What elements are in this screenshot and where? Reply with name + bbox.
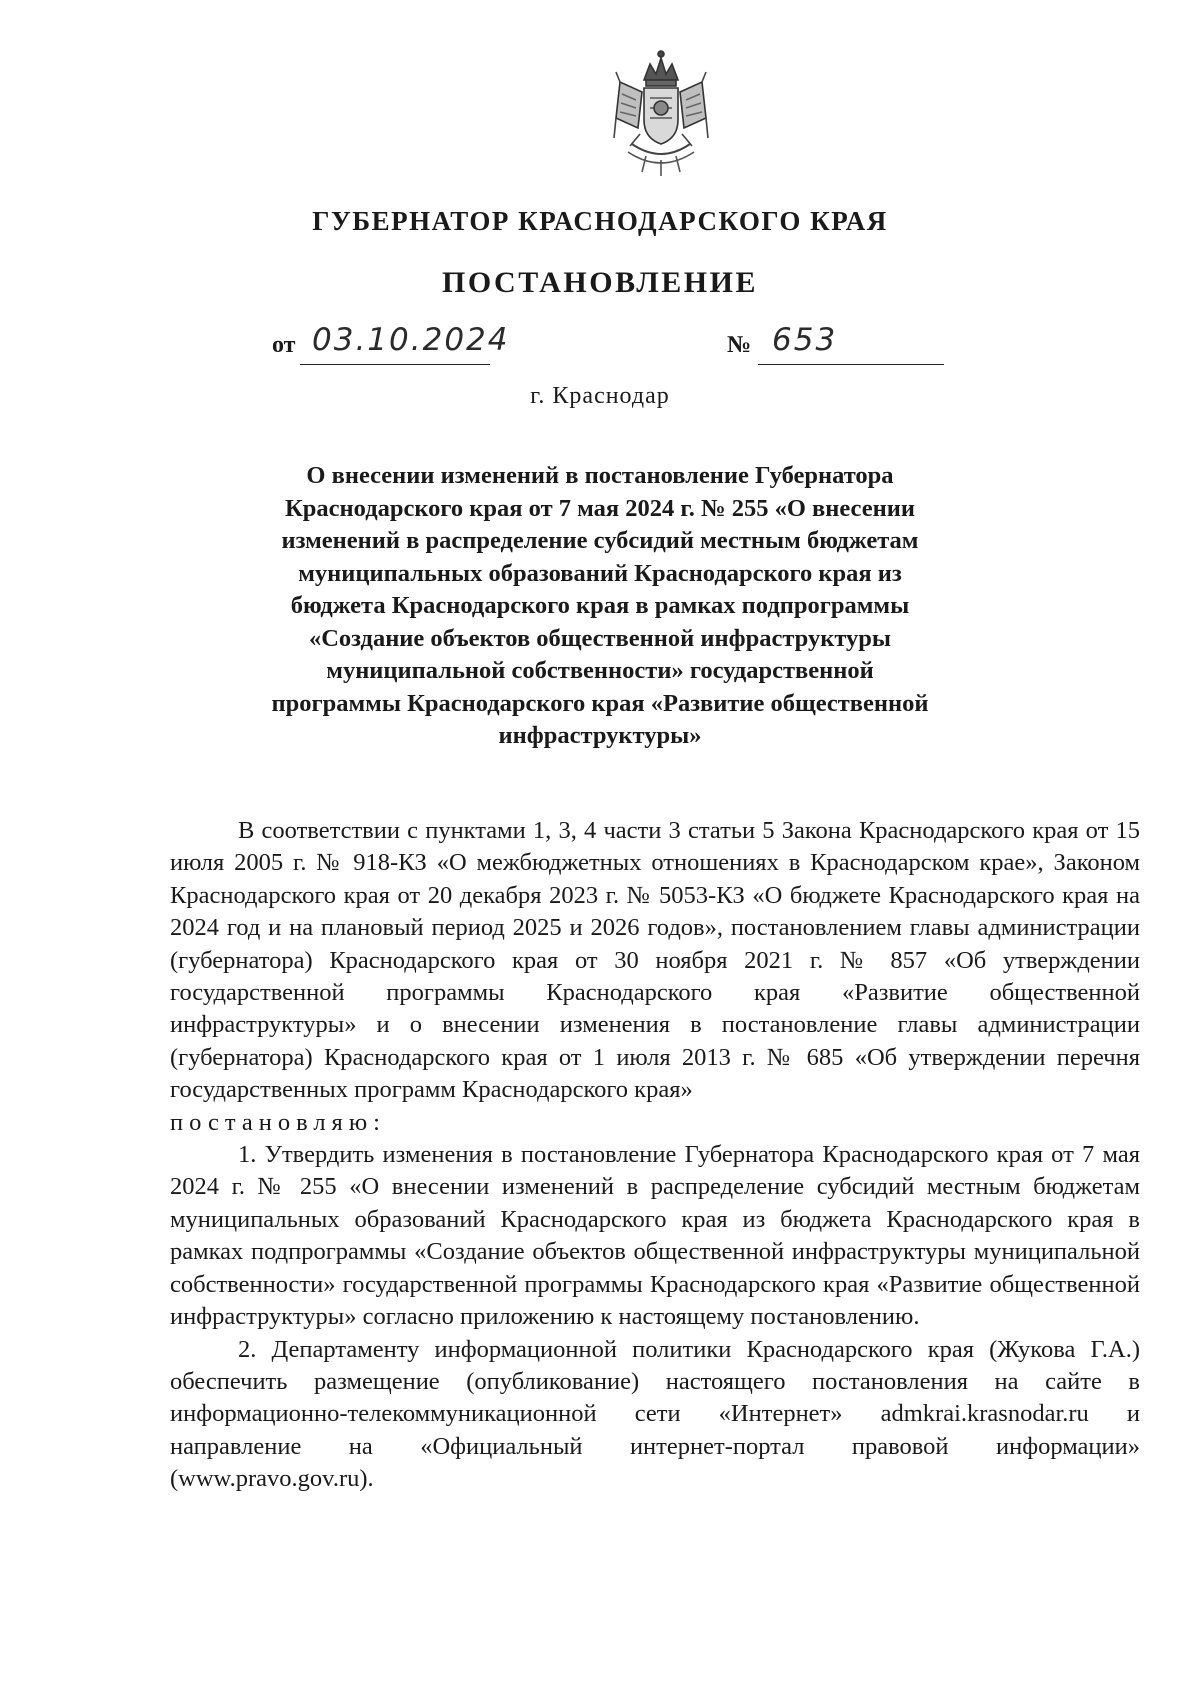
item-1-paragraph: 1. Утвердить изменения в постановление Губернатора Краснодарского края от 7 мая 2024 г. № 255 «О внесении изменений в распределение субсидий местным бюджетам муниципальных образований Краснодарского края из бюджета Краснодарского края в рамках подпрограммы «Создание объектов общественной инфраструктуры муниципальной собственности» государственной программы Краснодарского края «Развитие общественной инфраструктуры» согласно приложению к настоящему постановлению.: [170, 1141, 1140, 1331]
preamble-paragraph: В соответствии с пунктами 1, 3, 4 части 3 статьи 5 Закона Краснодарского края от 15 июля 2005 г. № 918-КЗ «О межбюджетных отношениях в Краснодарском крае», Законом Краснодарского края от 20 декабря 2023 г. № 5053-КЗ «О бюджете Краснодарского края на 2024 год и на плановый период 2025 и 2026 годов», постановлением главы администрации (губернатора) Краснодарского края от 30 ноября 2021 г. № 857 «Об утверждении государственной программы Краснодарского края «Развитие общественной инфраструктуры» и о внесении изменения в постановление главы администрации (губернатора) Краснодарского края от 1 июля 2013 г. № 685 «Об утверждении перечня государственных программ Краснодарского края»: [170, 817, 1140, 1104]
document-body: [170, 815, 1140, 1496]
issuing-authority: ГУБЕРНАТОР КРАСНОДАРСКОГО КРАЯ: [312, 206, 888, 236]
date-number-row: [0, 322, 1200, 370]
coat-of-arms-emblem: [606, 42, 716, 180]
number-handwritten: 653: [772, 322, 838, 358]
issue-city: г. Краснодар: [530, 383, 670, 409]
document-type-heading: ПОСТАНОВЛЕНИЕ: [442, 266, 758, 299]
number-label: №: [727, 332, 752, 358]
decree-word: постановляю:: [170, 1108, 386, 1136]
date-label: от: [272, 332, 296, 358]
date-handwritten: 03.10.2024: [312, 322, 510, 358]
document-subject-title: О внесении изменений в постановление Губернатора Краснодарского края от 7 мая 2024 г. № 255 «О внесении изменений в распределение субсидий местным бюджетам муниципальных образований Краснодарского края из бюджета Краснодарского края в рамках подпрограммы «Создание объектов общественной инфраструктуры муниципальной собственности» государственной программы Краснодарского края «Развитие общественной инфраструктуры»: [271, 462, 929, 749]
item-2-paragraph: 2. Департаменту информационной политики Краснодарского края (Жукова Г.А.) обеспечить размещение (опубликование) настоящего постановления на сайте в информационно-телекоммуникационной сети «Интернет» admkrai.krasnodar.ru и направление на «Официальный интернет-портал правовой информации» (www.pravo.gov.ru).: [170, 1335, 1140, 1493]
date-underline: [300, 364, 490, 365]
number-underline: [758, 364, 944, 365]
